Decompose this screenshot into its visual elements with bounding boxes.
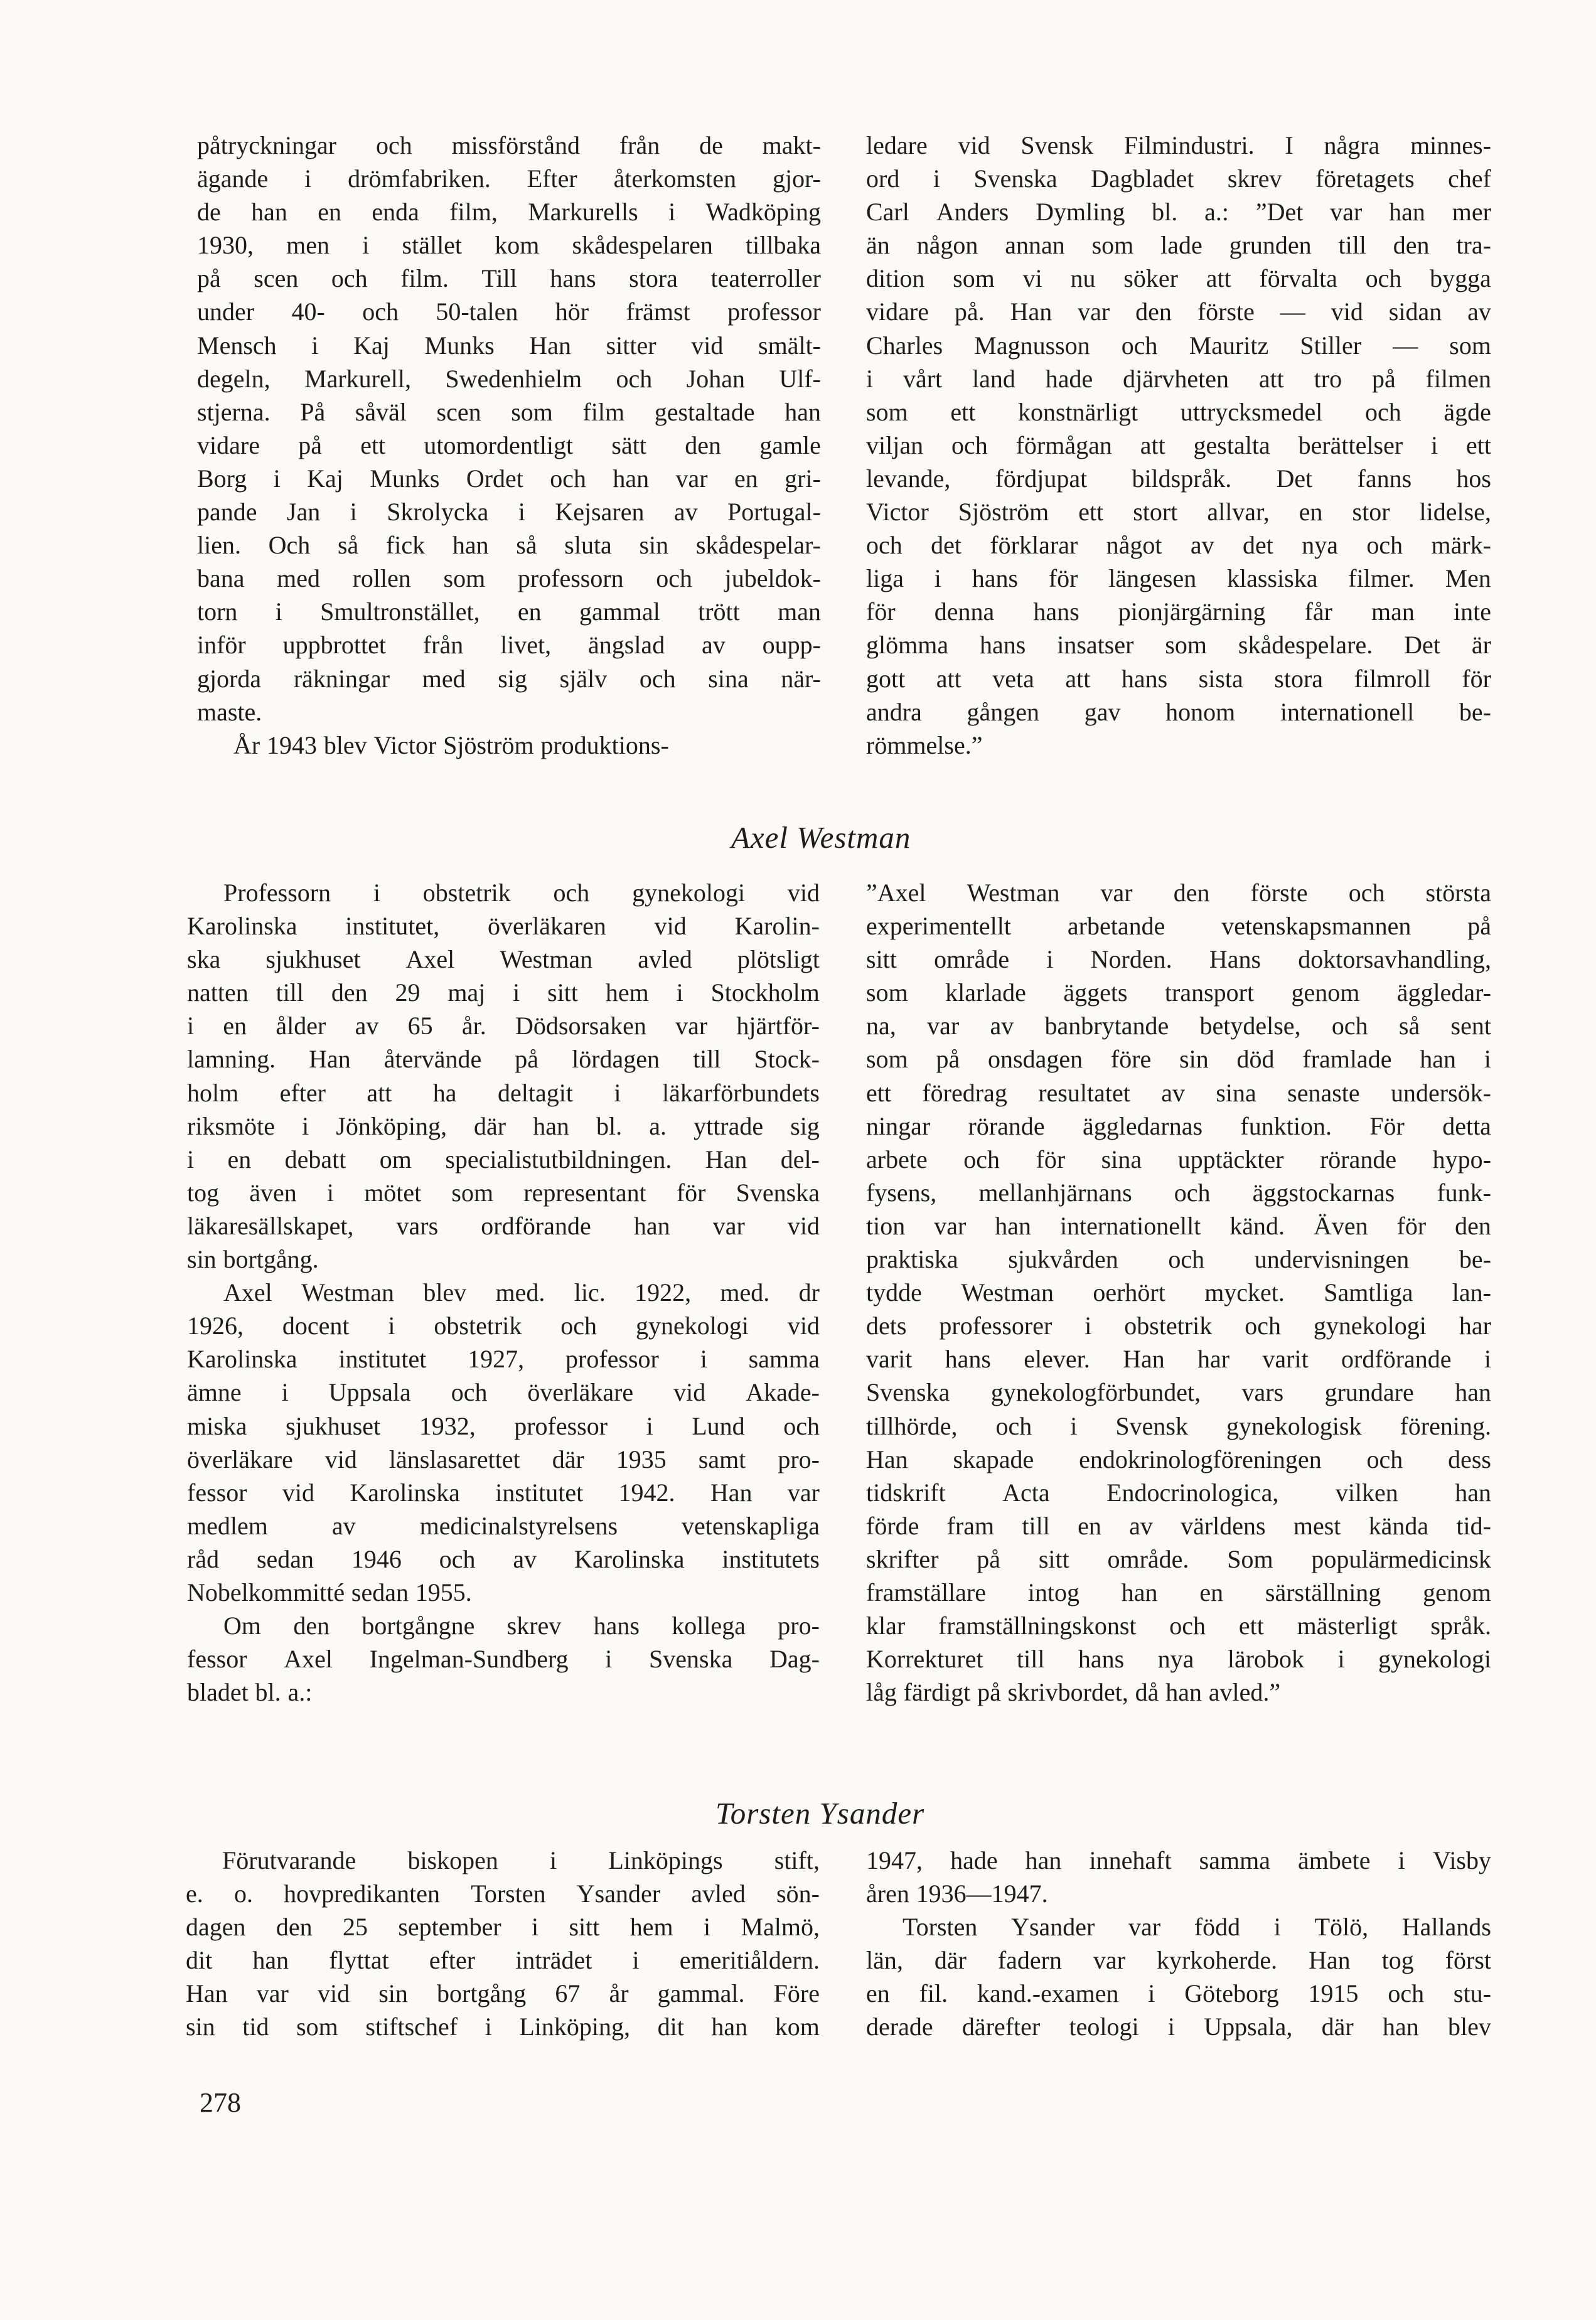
text-line: som på onsdagen före sin död framlade han i	[866, 1045, 1491, 1074]
text-line: Carl Anders Dymling bl. a.: ”Det var han mer	[866, 198, 1491, 227]
text-line: Borg i Kaj Munks Ordet och han var en gri-	[197, 464, 821, 493]
text-line: gjorda räkningar med sig själv och sina när-	[197, 664, 821, 693]
text-line: åren 1936—1947.	[866, 1879, 1048, 1908]
text-line: dition som vi nu söker att förvalta och bygga	[866, 264, 1491, 293]
text-line: vidare på. Han var den förste — vid sidan av	[866, 297, 1491, 326]
text-line: förde fram till en av världens mest kända tid-	[866, 1511, 1491, 1540]
text-line: vidare på ett utomordentligt sätt den gamle	[197, 430, 821, 459]
text-line: dets professorer i obstetrik och gynekologi har	[866, 1312, 1491, 1340]
text-line: sin bortgång.	[187, 1245, 319, 1274]
text-line: riksmöte i Jönköping, där han bl. a. yttrade sig	[187, 1111, 820, 1140]
text-line: län, där fadern var kyrkoherde. Han tog först	[866, 1946, 1491, 1975]
text-line: de han en enda film, Markurells i Wadköping	[197, 198, 821, 227]
text-line: sitt område i Norden. Hans doktorsavhandling,	[866, 945, 1491, 974]
text-line: inför uppbrottet från livet, ängslad av oupp-	[197, 631, 821, 660]
text-line: ämne i Uppsala och överläkare vid Akade-	[187, 1378, 820, 1407]
text-line: tion var han internationellt känd. Även för den	[866, 1211, 1491, 1240]
text-line: levande, fördjupat bildspråk. Det fanns hos	[866, 464, 1491, 493]
text-line: tydde Westman oerhört mycket. Samtliga lan-	[866, 1278, 1491, 1307]
text-line: lien. Och så fick han så sluta sin skådespelar-	[197, 531, 821, 560]
text-line: andra gången gav honom internationell be-	[866, 697, 1491, 726]
sjostrom-right-column	[866, 129, 1491, 762]
text-line: 1947, hade han innehaft samma ämbete i Visby	[866, 1846, 1491, 1874]
heading-torsten-ysander: Torsten Ysander	[715, 1796, 925, 1831]
text-line: experimentellt arbetande vetenskapsmannen på	[866, 912, 1491, 941]
text-line: en fil. kand.-examen i Göteborg 1915 och stu-	[866, 1979, 1491, 2008]
text-line: Förutvarande biskopen i Linköpings stift,	[222, 1846, 820, 1874]
page-number: 278	[200, 2087, 241, 2118]
heading-axel-westman: Axel Westman	[731, 820, 911, 855]
text-line: Axel Westman blev med. lic. 1922, med. dr	[223, 1278, 820, 1307]
text-line: na, var av banbrytande betydelse, och så sent	[866, 1012, 1491, 1040]
text-line: stjerna. På såväl scen som film gestaltade han	[197, 397, 821, 426]
text-line: läkaresällskapet, vars ordförande han var vid	[187, 1211, 820, 1240]
text-line: viljan och förmågan att gestalta berättelser i ett	[866, 430, 1491, 459]
text-line: 1926, docent i obstetrik och gynekologi vid	[187, 1312, 820, 1340]
text-line: Nobelkommitté sedan 1955.	[187, 1578, 472, 1606]
text-line: skrifter på sitt område. Som populärmedicinsk	[866, 1544, 1491, 1573]
text-line: Svenska gynekologförbundet, vars grundare han	[866, 1378, 1491, 1407]
text-line: bladet bl. a.:	[187, 1678, 313, 1707]
text-line: ett föredrag resultatet av sina senaste undersök-	[866, 1078, 1491, 1107]
text-line: i en ålder av 65 år. Dödsorsaken var hjärtför-	[187, 1012, 820, 1040]
text-line: som klarlade äggets transport genom äggledar-	[866, 978, 1491, 1007]
text-line: Karolinska institutet 1927, professor i samma	[187, 1345, 820, 1374]
text-line: tidskrift Acta Endocrinologica, vilken han	[866, 1478, 1491, 1507]
text-line: Om den bortgångne skrev hans kollega pro-	[223, 1612, 820, 1640]
text-line: än någon annan som lade grunden till den tra-	[866, 231, 1491, 260]
text-line: dit han flyttat efter inträdet i emeritiåldern.	[186, 1946, 820, 1975]
text-line: råd sedan 1946 och av Karolinska institutets	[187, 1544, 820, 1573]
text-line: Karolinska institutet, överläkaren vid Karolin-	[187, 912, 820, 941]
text-line: tog även i mötet som representant för Svenska	[187, 1178, 820, 1207]
text-line: pande Jan i Skrolycka i Kejsaren av Portugal-	[197, 498, 821, 527]
text-line: ägande i drömfabriken. Efter återkomsten gjor-	[197, 164, 821, 193]
text-line: praktiska sjukvården och undervisningen be-	[866, 1245, 1491, 1274]
text-line: e. o. hovpredikanten Torsten Ysander avled sön-	[186, 1879, 820, 1908]
text-line: Charles Magnusson och Mauritz Stiller — som	[866, 331, 1491, 360]
text-line: framställare intog han en särställning genom	[866, 1578, 1491, 1606]
text-line: 1930, men i stället kom skådespelaren tillbaka	[197, 231, 821, 260]
text-line: klar framställningskonst och ett mästerligt språk.	[866, 1612, 1491, 1640]
text-line: liga i hans för längesen klassiska filmer. Men	[866, 564, 1491, 593]
text-line: fessor vid Karolinska institutet 1942. Han var	[187, 1478, 820, 1507]
text-line: tillhörde, och i Svensk gynekologisk förening.	[866, 1411, 1491, 1440]
text-line: i vårt land hade djärvheten att tro på filmen	[866, 364, 1491, 393]
text-line: holm efter att ha deltagit i läkarförbundets	[187, 1078, 820, 1107]
text-line: Mensch i Kaj Munks Han sitter vid smält-	[197, 331, 821, 360]
text-line: torn i Smultronstället, en gammal trött man	[197, 597, 821, 626]
text-line: natten till den 29 maj i sitt hem i Stockholm	[187, 978, 820, 1007]
westman-right-column	[866, 876, 1491, 1709]
text-line: fysens, mellanhjärnans och äggstockarnas funk-	[866, 1178, 1491, 1207]
text-line: bana med rollen som professorn och jubeldok-	[197, 564, 821, 593]
text-line: ningar rörande äggledarnas funktion. För detta	[866, 1111, 1491, 1140]
text-line: arbete och för sina upptäckter rörande hypo-	[866, 1145, 1491, 1173]
text-line: derade därefter teologi i Uppsala, där han blev	[866, 2013, 1491, 2041]
text-line: maste.	[197, 697, 262, 726]
text-line: för denna hans pionjärgärning får man inte	[866, 597, 1491, 626]
text-line: ska sjukhuset Axel Westman avled plötsligt	[187, 945, 820, 974]
text-line: ord i Svenska Dagbladet skrev företagets chef	[866, 164, 1491, 193]
text-line: Han var vid sin bortgång 67 år gammal. Före	[186, 1979, 820, 2008]
text-line: medlem av medicinalstyrelsens vetenskapliga	[187, 1511, 820, 1540]
text-line: Torsten Ysander var född i Tölö, Hallands	[902, 1913, 1491, 1942]
text-line: glömma hans insatser som skådespelare. Det är	[866, 631, 1491, 660]
text-line: överläkare vid länslasarettet där 1935 samt pro-	[187, 1445, 820, 1473]
text-line: degeln, Markurell, Swedenhielm och Johan Ulf-	[197, 364, 821, 393]
text-line: miska sjukhuset 1932, professor i Lund och	[187, 1411, 820, 1440]
text-line: som ett konstnärligt uttrycksmedel och ägde	[866, 397, 1491, 426]
text-line: gott att veta att hans sista stora filmroll för	[866, 664, 1491, 693]
text-line: fessor Axel Ingelman-Sundberg i Svenska Dag-	[187, 1645, 820, 1674]
text-line: ”Axel Westman var den förste och största	[866, 879, 1491, 907]
text-line: påtryckningar och missförstånd från de makt-	[197, 131, 821, 159]
text-line: på scen och film. Till hans stora teaterroller	[197, 264, 821, 293]
text-line: under 40- och 50-talen hör främst professor	[197, 297, 821, 326]
text-line: Victor Sjöström ett stort allvar, en stor lidelse,	[866, 498, 1491, 527]
text-line: sin tid som stiftschef i Linköping, dit han kom	[186, 2013, 820, 2041]
text-line: Professorn i obstetrik och gynekologi vid	[223, 879, 820, 907]
westman-left-column	[187, 876, 820, 1709]
text-line: Korrekturet till hans nya lärobok i gynekologi	[866, 1645, 1491, 1674]
ysander-right-column	[866, 1844, 1491, 2044]
text-line: lamning. Han återvände på lördagen till Stock-	[187, 1045, 820, 1074]
sjostrom-left-column	[197, 129, 821, 762]
text-line: römmelse.”	[866, 730, 983, 759]
ysander-left-column	[186, 1844, 820, 2044]
text-line: ledare vid Svensk Filmindustri. I några minnes-	[866, 131, 1491, 159]
text-line: låg färdigt på skrivbordet, då han avled.”	[866, 1678, 1281, 1707]
text-line: År 1943 blev Victor Sjöström produktions-	[233, 730, 669, 759]
text-line: och det förklarar något av det nya och märk-	[866, 531, 1491, 560]
text-line: varit hans elever. Han har varit ordförande i	[866, 1345, 1491, 1374]
text-line: Han skapade endokrinologföreningen och dess	[866, 1445, 1491, 1473]
text-line: i en debatt om specialistutbildningen. Han del-	[187, 1145, 820, 1173]
text-line: dagen den 25 september i sitt hem i Malmö,	[186, 1913, 820, 1942]
